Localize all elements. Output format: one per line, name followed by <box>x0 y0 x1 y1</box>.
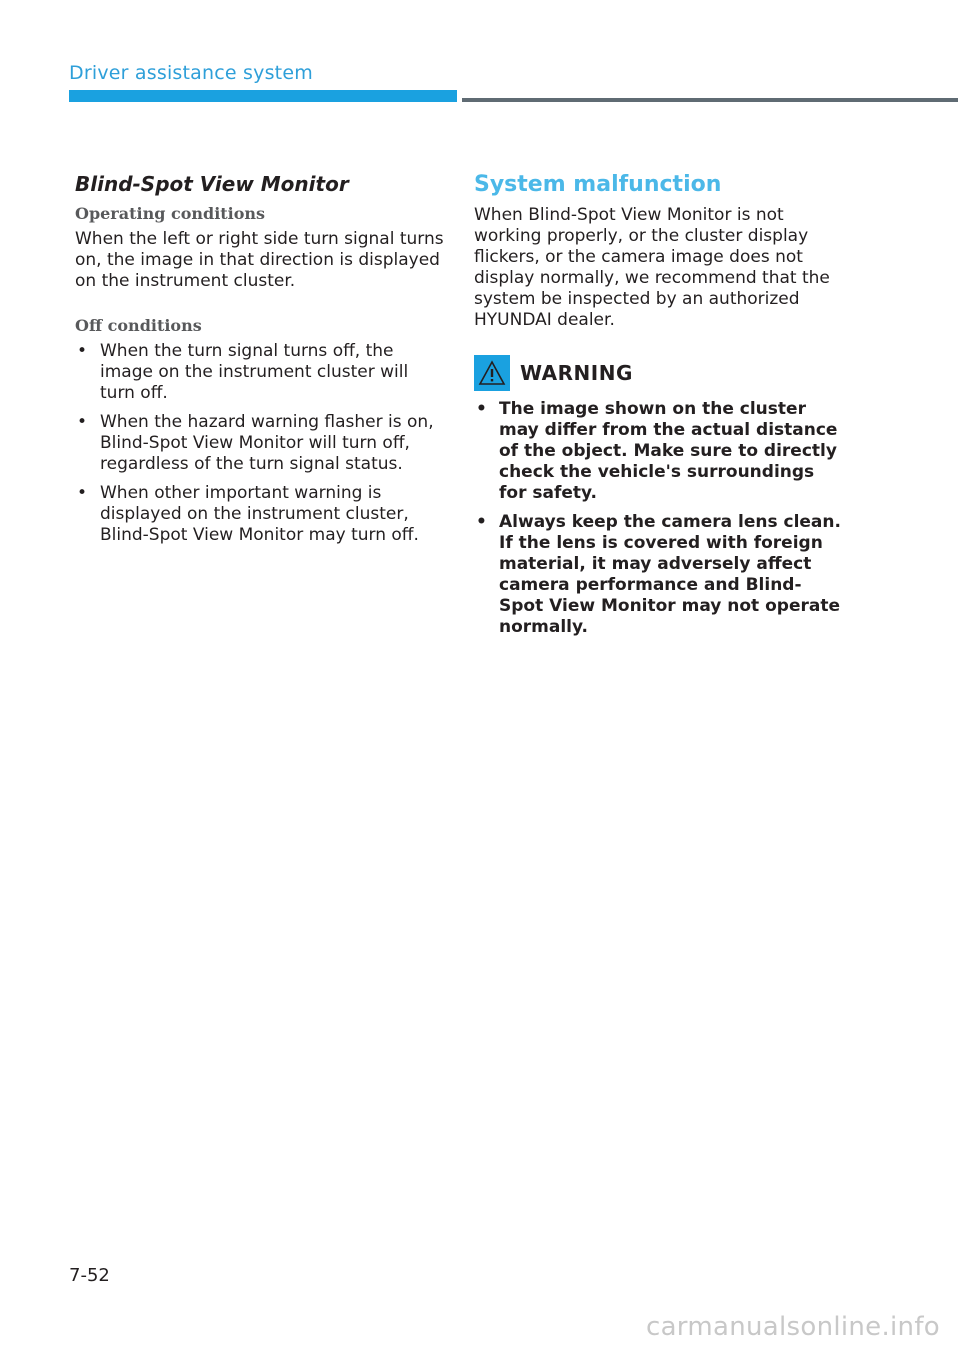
list-item <box>474 399 844 504</box>
page-number: 7-52 <box>69 1265 110 1286</box>
bullet: • <box>77 412 88 432</box>
off-conditions-title: Off conditions <box>75 316 202 335</box>
bullet: • <box>476 512 487 532</box>
watermark: carmanualsonline.info <box>645 1312 940 1342</box>
section-title: Blind-Spot View Monitor <box>75 172 349 196</box>
operating-conditions-text: When the left or right side turn signal turns on, the image in that direction is displayed on the instrument cluster. <box>75 229 444 291</box>
left-column <box>75 172 445 554</box>
list-item-text: When the turn signal turns off, the image on the instrument cluster will turn off. <box>100 341 409 403</box>
list-item-text: When other important warning is displayed on the instrument cluster, Blind-Spot View Monitor may turn off. <box>100 483 419 545</box>
list-item <box>75 341 445 404</box>
warning-label: WARNING <box>520 361 633 385</box>
warning-triangle-icon <box>474 355 510 391</box>
list-item <box>75 483 445 546</box>
list-item-text: When the hazard warning flasher is on, Blind-Spot View Monitor will turn off, regardless of the turn signal status. <box>100 412 434 474</box>
list-item-text: The image shown on the cluster may differ from the actual distance of the object. Make sure to directly check the vehicle's surroundings for safety. <box>499 399 838 503</box>
list-item <box>474 512 844 638</box>
system-malfunction-text: When Blind-Spot View Monitor is not working properly, or the cluster display flickers, or the camera image does not display normally, we recommend that the system be inspected by an authorized HYUNDAI dealer. <box>474 205 830 330</box>
header-rule-blue <box>69 90 457 102</box>
list-item-text: Always keep the camera lens clean. If the lens is covered with foreign material, it may adversely affect camera performance and Blind-Spot View Monitor may not operate normally. <box>499 512 841 637</box>
right-column <box>474 172 844 646</box>
header-rule-gray <box>462 98 958 102</box>
off-conditions-list <box>75 341 445 546</box>
bullet: • <box>476 399 487 419</box>
system-malfunction-title: System malfunction <box>474 172 722 197</box>
running-header: Driver assistance system <box>69 62 313 84</box>
warning-header <box>474 355 844 391</box>
bullet: • <box>77 483 88 503</box>
bullet: • <box>77 341 88 361</box>
operating-conditions-title: Operating conditions <box>75 204 266 223</box>
warning-list <box>474 399 844 638</box>
list-item <box>75 412 445 475</box>
